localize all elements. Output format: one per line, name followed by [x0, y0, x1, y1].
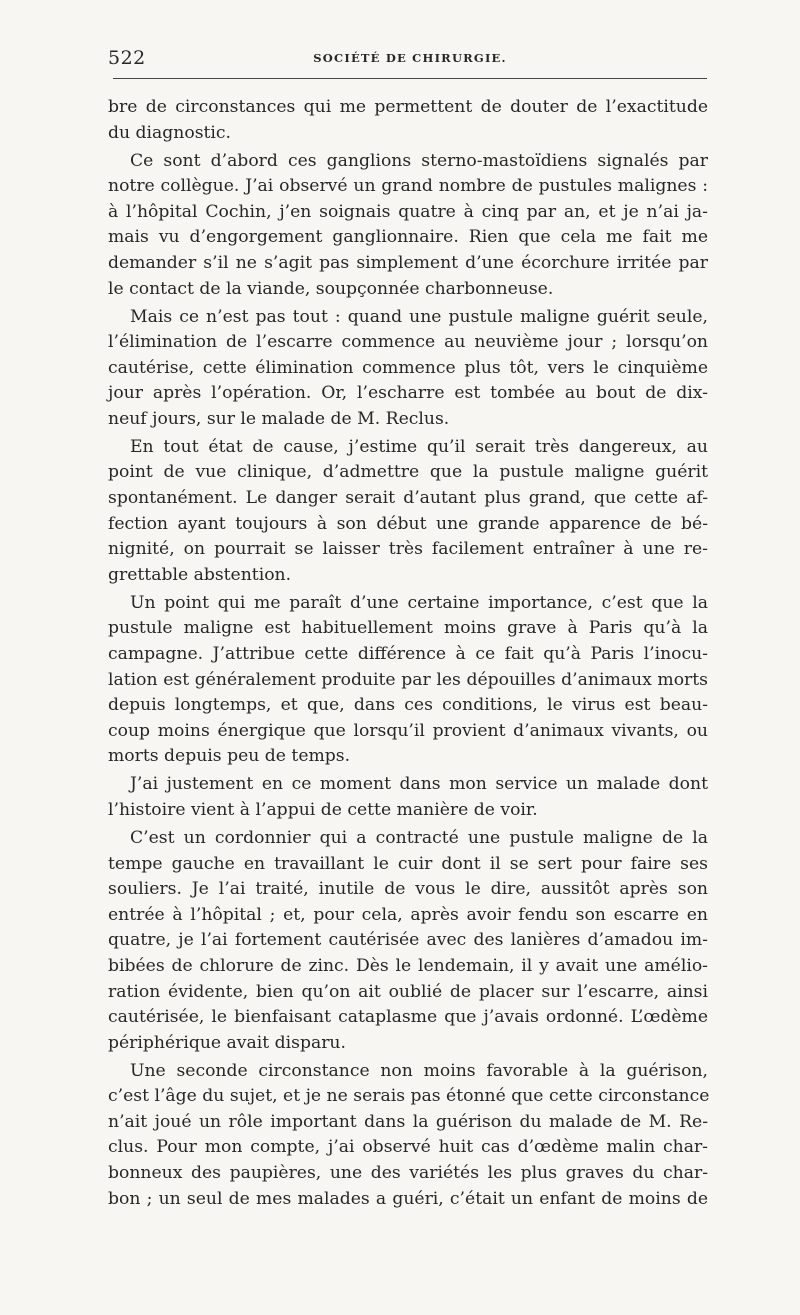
text-line: quatre, je l’ai fortement cautérisée avec des lanières d’amadou im- [108, 930, 708, 951]
text-line: point de vue clinique, d’admettre que la pustule maligne guérit [108, 462, 708, 483]
text-line: depuis longtemps, et que, dans ces conditions, le virus est beau- [108, 695, 708, 716]
text-line: bre de circonstances qui me permettent de douter de l’exactitude [108, 97, 708, 117]
text-line: à l’hôpital Cochin, j’en soignais quatre à cinq par an, et je n’ai ja- [108, 201, 708, 222]
text-line: grettable abstention. [108, 564, 292, 585]
paragraph [108, 826, 708, 1056]
text-line: ration évidente, bien qu’on ait oublié de placer sur l’escarre, ainsi [108, 981, 708, 1002]
text-line: C’est un cordonnier qui a contracté une pustule maligne de la [130, 827, 708, 848]
text-line: tempe gauche en travaillant le cuir dont il se sert pour faire ses [108, 853, 708, 874]
body-text [108, 95, 708, 1215]
text-line: bon ; un seul de mes malades a guéri, c’était un enfant de moins de [108, 1188, 708, 1209]
text-line: Ce sont d’abord ces ganglions sterno-mastoïdiens signalés par [130, 150, 708, 171]
paragraph [108, 149, 708, 303]
text-line: entrée à l’hôpital ; et, pour cela, après avoir fendu son escarre en [108, 904, 708, 925]
text-line: clus. Pour mon compte, j’ai observé huit cas d’œdème malin char- [108, 1137, 708, 1158]
text-line: J’ai justement en ce moment dans mon service un malade dont [130, 774, 708, 795]
text-line: Une seconde circonstance non moins favorable à la guérison, [130, 1060, 708, 1081]
text-line: du diagnostic. [108, 122, 232, 143]
text-line: Mais ce n’est pas tout : quand une pustule maligne guérit seule, [130, 306, 708, 327]
page-header [108, 47, 712, 71]
text-line: En tout état de cause, j’estime qu’il serait très dangereux, au [130, 436, 708, 457]
header-rule [113, 78, 707, 79]
text-line: campagne. J’attribue cette différence à ce fait qu’à Paris l’inocu- [108, 644, 708, 665]
text-line: demander s’il ne s’agit pas simplement d’une écorchure irritée par [108, 252, 708, 273]
text-line: le contact de la viande, soupçonnée charbonneuse. [108, 278, 554, 299]
text-line: périphérique avait disparu. [108, 1032, 346, 1053]
text-line: neuf jours, sur le malade de M. Reclus. [108, 408, 450, 429]
paragraph [108, 772, 708, 823]
page-number: 522 [108, 47, 146, 69]
text-line: mais vu d’engorgement ganglionnaire. Rien que cela me fait me [108, 227, 708, 248]
text-line: morts depuis peu de temps. [108, 746, 351, 767]
text-line: Un point qui me paraît d’une certaine importance, c’est que la [130, 592, 708, 613]
text-line: fection ayant toujours à son début une grande apparence de bé- [108, 513, 708, 534]
paragraph [108, 435, 708, 589]
paragraph [108, 591, 708, 770]
text-line: n’ait joué un rôle important dans la guérison du malade de M. Re- [108, 1111, 708, 1132]
text-line: bonneux des paupières, une des variétés les plus graves du char- [108, 1163, 708, 1184]
paragraph [108, 1059, 708, 1213]
text-line: cautérisée, le bienfaisant cataplasme que j’avais ordonné. L’œdème [108, 1007, 708, 1028]
text-line: jour après l’opération. Or, l’escharre est tombée au bout de dix- [108, 383, 708, 404]
text-line: coup moins énergique que lorsqu’il provient d’animaux vivants, ou [108, 720, 708, 741]
text-line: c’est l’âge du sujet, et je ne serais pas étonné que cette circonstance [108, 1086, 710, 1107]
text-line: pustule maligne est habituellement moins grave à Paris qu’à la [108, 618, 708, 639]
text-line: l’élimination de l’escarre commence au neuvième jour ; lorsqu’on [108, 332, 708, 353]
text-line: spontanément. Le danger serait d’autant plus grand, que cette af- [108, 488, 708, 509]
text-line: souliers. Je l’ai traité, inutile de vous le dire, aussitôt après son [108, 879, 708, 900]
text-line: l’histoire vient à l’appui de cette manière de voir. [108, 799, 538, 820]
text-line: cautérise, cette élimination commence plus tôt, vers le cinquième [108, 357, 708, 378]
text-line: nignité, on pourrait se laisser très facilement entraîner à une re- [108, 539, 708, 560]
text-line: bibées de chlorure de zinc. Dès le lendemain, il y avait une amélio- [108, 955, 708, 976]
text-line: lation est généralement produite par les dépouilles d’animaux morts [108, 669, 708, 690]
running-title: SOCIÉTÉ DE CHIRURGIE. [313, 51, 507, 65]
text-line: notre collègue. J’ai observé un grand nombre de pustules malignes : [108, 176, 708, 197]
paragraph [108, 305, 708, 433]
paragraph [108, 95, 708, 146]
